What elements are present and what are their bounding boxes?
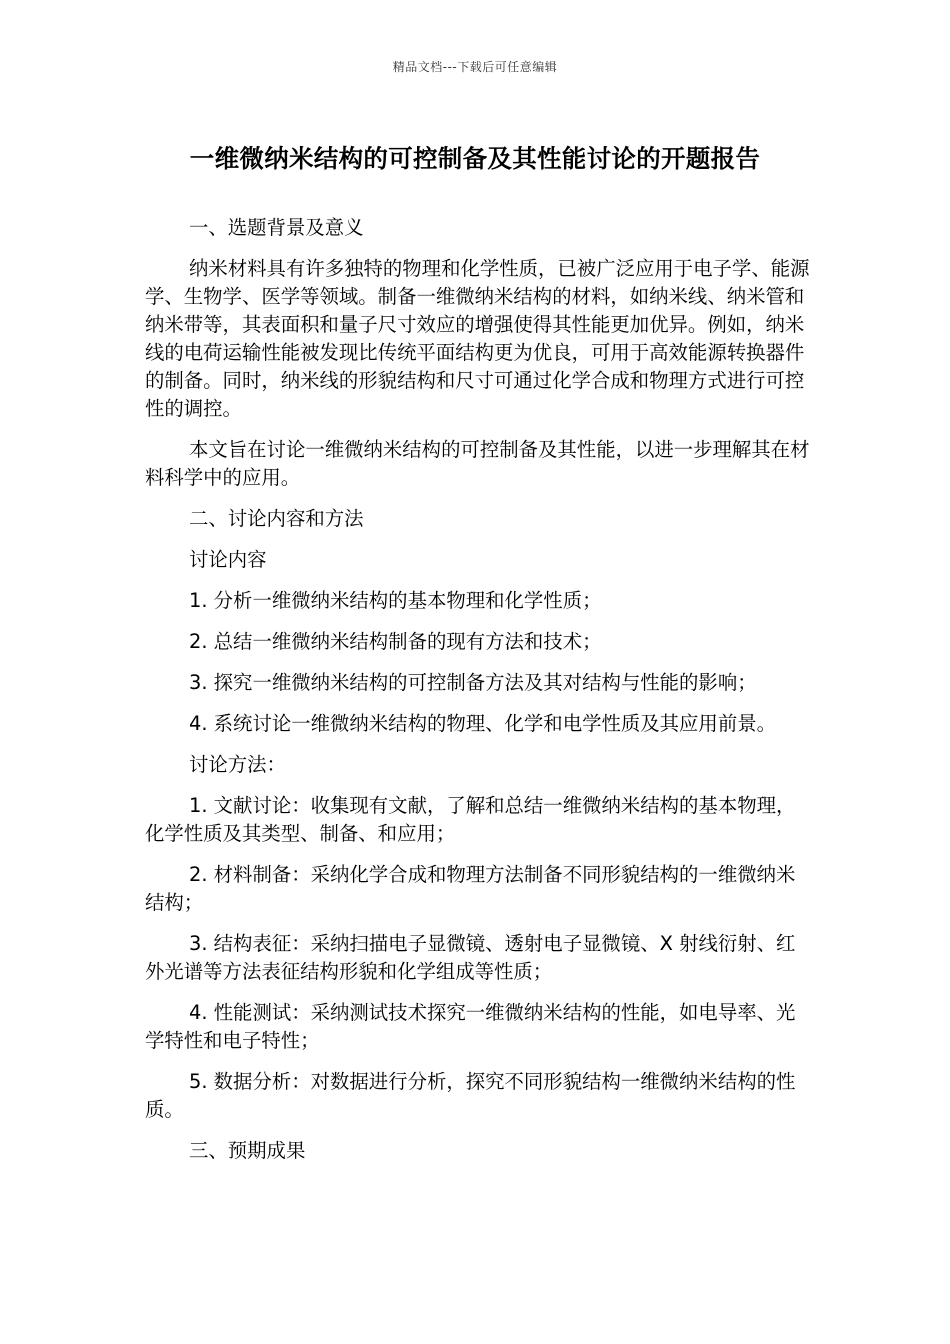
list-item: 1. 文献讨论：收集现有文献，了解和总结一维微纳米结构的基本物理，化学性质及其类型、制备、和应用； [145,794,796,845]
section-heading-content-methods: 二、讨论内容和方法 [189,507,364,530]
paragraph-purpose: 本文旨在讨论一维微纳米结构的可控制备及其性能，以进一步理解其在材料科学中的应用。 [145,438,810,489]
list-item: 4. 性能测试：采纳测试技术探究一维微纳米结构的性能，如电导率、光学特性和电子特性； [145,1001,796,1052]
list-item: 2. 总结一维微纳米结构制备的现有方法和技术； [189,630,602,653]
subheading-content: 讨论内容 [189,548,267,571]
list-item: 2. 材料制备：采纳化学合成和物理方法制备不同形貌结构的一维微纳米结构； [145,863,796,914]
list-item: 1. 分析一维微纳米结构的基本物理和化学性质； [189,589,602,612]
section-heading-expected-results: 三、预期成果 [189,1139,306,1162]
paragraph-background: 纳米材料具有许多独特的物理和化学性质，已被广泛应用于电子学、能源学、生物学、医学等领域。制备一维微纳米结构的材料，如纳米线、纳米管和纳米带等，其表面积和量子尺寸效应的增强使得其性能更加优异。例如，纳米线的电荷运输性能被发现比传统平面结构更为优良，可用于高效能源转换器件的制备。同时，纳米线的形貌结构和尺寸可通过化学合成和物理方式进行可控性的调控。 [145,257,810,420]
list-item: 3. 结构表征：采纳扫描电子显微镜、透射电子显微镜、X 射线衍射、红外光谱等方法表征结构形貌和化学组成等性质； [145,932,796,983]
list-item: 3. 探究一维微纳米结构的可控制备方法及其对结构与性能的影响； [189,671,757,694]
subheading-methods: 讨论方法： [189,753,286,776]
list-item: 4. 系统讨论一维微纳米结构的物理、化学和电学性质及其应用前景。 [189,712,776,735]
header-note: 精品文档---下载后可任意编辑 [392,60,558,74]
list-item: 5. 数据分析：对数据进行分析，探究不同形貌结构一维微纳米结构的性质。 [145,1070,796,1121]
document-body [145,214,810,1178]
section-heading-background: 一、选题背景及意义 [189,216,364,239]
document-title: 一维微纳米结构的可控制备及其性能讨论的开题报告 [189,144,761,173]
